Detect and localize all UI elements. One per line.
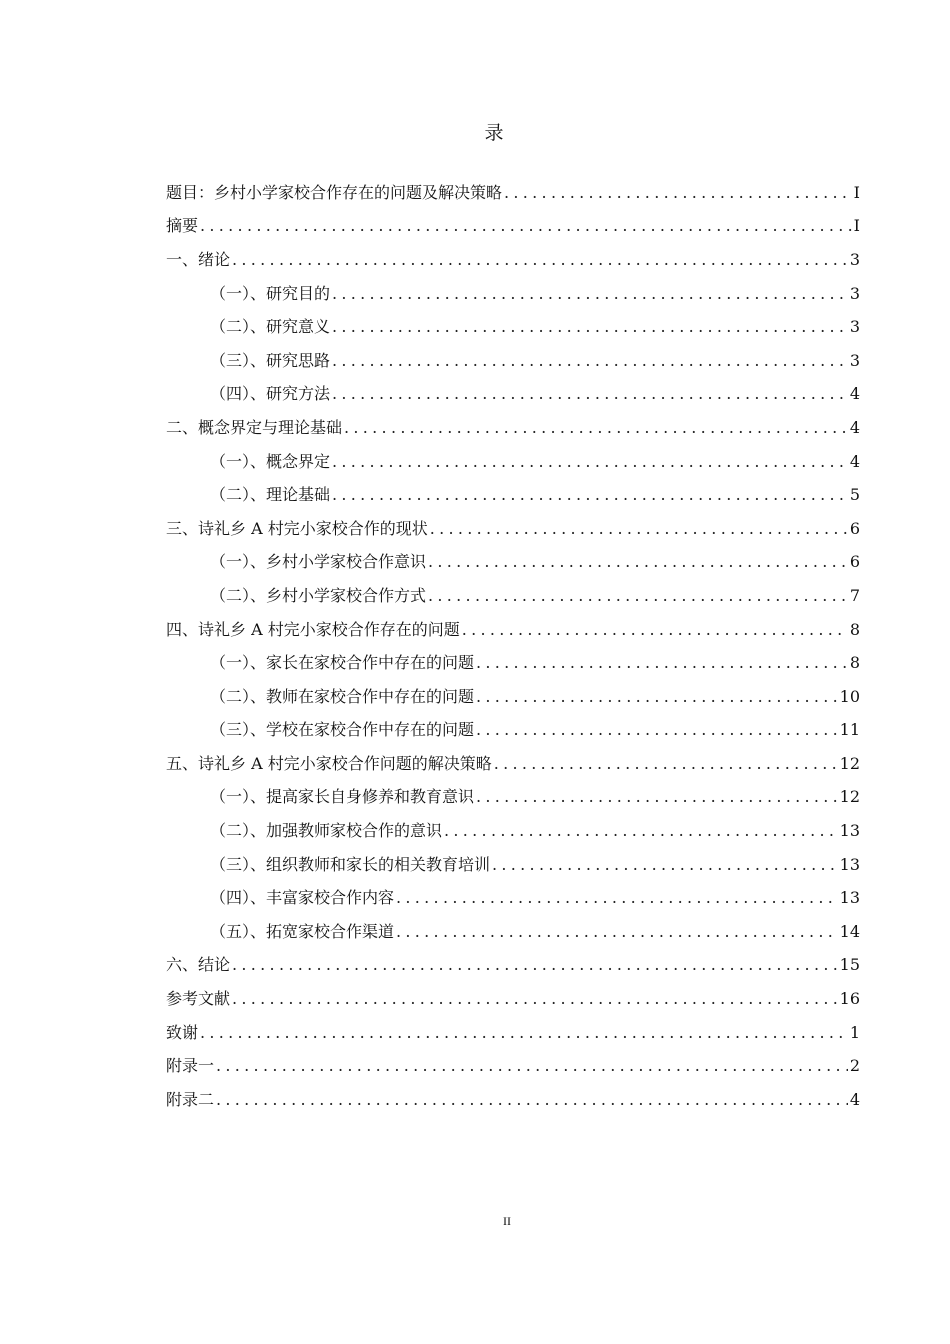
toc-dot-leader xyxy=(476,720,838,740)
toc-dot-leader xyxy=(492,855,838,875)
toc-dot-leader xyxy=(396,888,838,908)
toc-entry-label: （四）、丰富家校合作内容 xyxy=(210,888,395,908)
toc-entry-label: （一）、乡村小学家校合作意识 xyxy=(210,552,427,572)
toc-entry-page: 4 xyxy=(849,451,860,471)
toc-entry[interactable] xyxy=(166,949,860,983)
toc-entry[interactable] xyxy=(166,915,860,949)
toc-dot-leader xyxy=(430,519,848,539)
toc-entry-page: 2 xyxy=(849,1056,860,1076)
toc-entry[interactable] xyxy=(166,1016,860,1050)
toc-dot-leader xyxy=(332,284,848,304)
toc-entry-label: （五）、拓宽家校合作渠道 xyxy=(210,921,395,941)
toc-entry[interactable] xyxy=(166,680,860,714)
toc-entry[interactable] xyxy=(166,1083,860,1117)
toc-dot-leader xyxy=(200,216,852,236)
toc-entry-label: （三）、研究思路 xyxy=(210,350,331,370)
toc-entry-label: （一）、研究目的 xyxy=(210,283,331,303)
toc-entry-label: （一）、家长在家校合作中存在的问题 xyxy=(210,653,475,673)
toc-entry-page: 12 xyxy=(839,787,860,807)
toc-dot-leader xyxy=(232,955,838,975)
toc-entry[interactable] xyxy=(166,814,860,848)
toc-entry[interactable] xyxy=(166,512,860,546)
toc-entry-label: 三、诗礼乡 A 村完小家校合作的现状 xyxy=(166,518,428,538)
toc-entry-label: 四、诗礼乡 A 村完小家校合作存在的问题 xyxy=(166,619,460,639)
toc-entry-label: （一）、提高家长自身修养和教育意识 xyxy=(210,787,475,807)
toc-entry-page: 5 xyxy=(849,485,860,505)
toc-entry-page: 4 xyxy=(849,384,860,404)
toc-entry-label: 五、诗礼乡 A 村完小家校合作问题的解决策略 xyxy=(166,753,492,773)
toc-dot-leader xyxy=(444,821,838,841)
toc-entry-page: 7 xyxy=(849,585,860,605)
toc-entry-page: 4 xyxy=(849,1089,860,1109)
toc-title: 录 xyxy=(484,122,504,144)
toc-dot-leader xyxy=(396,922,838,942)
toc-entry-label: （二）、加强教师家校合作的意识 xyxy=(210,821,443,841)
toc-dot-leader xyxy=(462,620,848,640)
toc-entry[interactable] xyxy=(166,747,860,781)
toc-entry[interactable] xyxy=(166,881,860,915)
toc-entry-label: 附录一 xyxy=(166,1056,215,1076)
toc-entry-page: 15 xyxy=(839,955,860,975)
toc-entry-page: 3 xyxy=(849,249,860,269)
toc-entry[interactable] xyxy=(166,1049,860,1083)
toc-entry-page: 3 xyxy=(849,283,860,303)
toc-dot-leader xyxy=(332,485,848,505)
toc-entry-page: 10 xyxy=(839,686,860,706)
toc-entry-label: 致谢 xyxy=(166,1022,199,1042)
toc-entry-page: 14 xyxy=(839,921,860,941)
toc-entry-page: I xyxy=(853,182,860,202)
toc-entry-page: I xyxy=(853,216,860,236)
toc-dot-leader xyxy=(476,653,848,673)
toc-dot-leader xyxy=(344,418,848,438)
toc-entry-label: 附录二 xyxy=(166,1089,215,1109)
toc-entry-page: 6 xyxy=(849,552,860,572)
toc-entry[interactable] xyxy=(166,781,860,815)
toc-entry[interactable] xyxy=(166,344,860,378)
toc-dot-leader xyxy=(232,989,838,1009)
toc-entry-label: 题目：乡村小学家校合作存在的问题及解决策略 xyxy=(166,182,503,202)
toc-entry-page: 1 xyxy=(849,1022,860,1042)
toc-entry[interactable] xyxy=(166,210,860,244)
toc-entry-label: （二）、乡村小学家校合作方式 xyxy=(210,585,427,605)
toc-entry[interactable] xyxy=(166,478,860,512)
toc-entry[interactable] xyxy=(166,579,860,613)
toc-entry-page: 11 xyxy=(839,720,860,740)
toc-entry-label: 参考文献 xyxy=(166,989,231,1009)
toc-entry-label: 一、绪论 xyxy=(166,249,231,269)
toc-entry[interactable] xyxy=(166,848,860,882)
toc-dot-leader xyxy=(200,1023,848,1043)
toc-entry-label: （三）、学校在家校合作中存在的问题 xyxy=(210,720,475,740)
toc-entry-page: 8 xyxy=(849,619,860,639)
toc-entry[interactable] xyxy=(166,176,860,210)
toc-entry-page: 13 xyxy=(839,888,860,908)
toc-entry-label: （四）、研究方法 xyxy=(210,384,331,404)
toc-entry[interactable] xyxy=(166,277,860,311)
toc-entry[interactable] xyxy=(166,714,860,748)
toc-entry-page: 6 xyxy=(849,518,860,538)
toc-dot-leader xyxy=(332,317,848,337)
toc-dot-leader xyxy=(216,1090,848,1110)
toc-entry-page: 16 xyxy=(839,989,860,1009)
toc-entry[interactable] xyxy=(166,982,860,1016)
toc-dot-leader xyxy=(428,586,848,606)
toc-entry-page: 13 xyxy=(839,854,860,874)
toc-dot-leader xyxy=(216,1056,848,1076)
toc-entry-label: （一）、概念界定 xyxy=(210,451,331,471)
toc-entry[interactable] xyxy=(166,378,860,412)
toc-entry[interactable] xyxy=(166,646,860,680)
toc-entry-label: 六、结论 xyxy=(166,955,231,975)
toc-entry[interactable] xyxy=(166,613,860,647)
page-number: II xyxy=(503,1214,511,1228)
toc-entry-page: 3 xyxy=(849,317,860,337)
toc-dot-leader xyxy=(428,552,848,572)
toc-entry-page: 8 xyxy=(849,653,860,673)
toc-dot-leader xyxy=(232,250,848,270)
toc-dot-leader xyxy=(332,384,848,404)
toc-entry-page: 12 xyxy=(839,753,860,773)
toc-entry[interactable] xyxy=(166,310,860,344)
toc-entry-label: 二、概念界定与理论基础 xyxy=(166,417,343,437)
toc-entry[interactable] xyxy=(166,445,860,479)
toc-entry-label: （三）、组织教师和家长的相关教育培训 xyxy=(210,854,491,874)
toc-dot-leader xyxy=(476,787,838,807)
toc-dot-leader xyxy=(476,687,838,707)
toc-entry[interactable] xyxy=(166,546,860,580)
toc-entry-page: 3 xyxy=(849,350,860,370)
toc-entry[interactable] xyxy=(166,243,860,277)
toc-entry[interactable] xyxy=(166,411,860,445)
toc-dot-leader xyxy=(332,452,848,472)
toc-dot-leader xyxy=(332,351,848,371)
toc-dot-leader xyxy=(504,183,852,203)
toc-entry-label: （二）、教师在家校合作中存在的问题 xyxy=(210,686,475,706)
toc-entry-label: 摘要 xyxy=(166,216,199,236)
table-of-contents xyxy=(166,176,860,1117)
toc-dot-leader xyxy=(494,754,838,774)
toc-entry-label: （二）、理论基础 xyxy=(210,485,331,505)
toc-entry-page: 13 xyxy=(839,821,860,841)
toc-entry-page: 4 xyxy=(849,417,860,437)
toc-entry-label: （二）、研究意义 xyxy=(210,317,331,337)
